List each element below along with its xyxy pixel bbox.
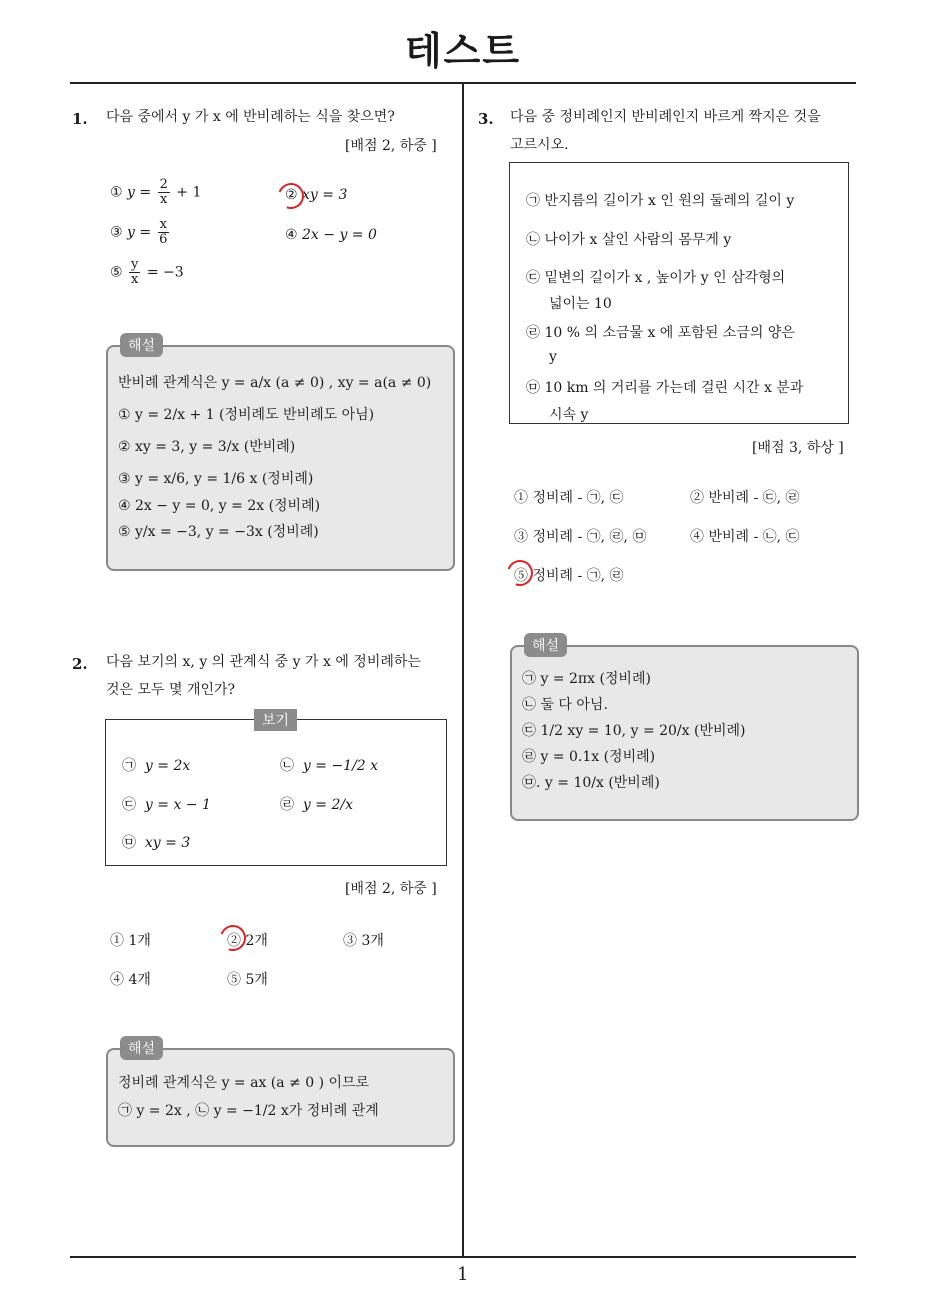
option-5[interactable]: [110, 258, 184, 287]
option-suffix: + 1: [176, 184, 202, 201]
item-mark: ㉢: [122, 797, 136, 813]
numerator: x: [159, 217, 167, 232]
solution-line: ② xy = 3, y = 3/x (반비례): [118, 439, 296, 455]
option-1[interactable]: ① 정비례 - ㉠, ㉢: [514, 490, 624, 506]
option-2[interactable]: ② 2개: [227, 933, 268, 949]
option-1[interactable]: ① 1개: [110, 933, 151, 949]
page-title: 테스트: [404, 29, 522, 73]
solution-line: ㉠ y = 2πx (정비례): [522, 671, 651, 687]
statement-item: ㉣ 10 % 의 소금물 x 에 포함된 소금의 양은: [526, 325, 795, 341]
solution-line: 반비례 관계식은 y = a/x (a ≠ 0) , xy = a(a ≠ 0): [118, 375, 432, 391]
example-item: [280, 794, 353, 814]
question-number: 3.: [478, 110, 494, 128]
solution-line: ㉠ y = 2x , ㉡ y = −1/2 x가 정비례 관계: [118, 1103, 379, 1119]
option-mark: ①: [110, 184, 123, 201]
option-4[interactable]: ④ 4개: [110, 972, 151, 988]
item-expression: y = 2x: [144, 758, 191, 774]
solution-line: ③ y = x/6, y = 1/6 x (정비례): [118, 471, 314, 487]
question-text-line2: 고르시오.: [510, 137, 569, 153]
question-number: 1.: [72, 110, 88, 128]
solution-line: ㉡ 둘 다 아님.: [522, 697, 608, 713]
selected-answer-mark: [216, 921, 251, 956]
question-text-line1: 다음 보기의 x, y 의 관계식 중 y 가 x 에 정비례하는: [106, 654, 421, 670]
denominator: 6: [159, 232, 168, 247]
option-expression: xy = 3: [302, 187, 348, 203]
solution-line: ⑤ y/x = −3, y = −3x (정비례): [118, 524, 319, 540]
item-mark: ㉠: [122, 758, 136, 774]
denominator: x: [131, 272, 139, 287]
solution-line: ① y = 2/x + 1 (정비례도 반비례도 아님): [118, 407, 375, 423]
option-3[interactable]: ③ 3개: [343, 933, 384, 949]
fraction: [158, 178, 170, 207]
solution-tag: 해설: [120, 1036, 163, 1060]
option-mark: ②: [285, 187, 298, 203]
option-4[interactable]: ④ 반비례 - ㉡, ㉢: [690, 529, 800, 545]
option-3[interactable]: [110, 218, 171, 247]
statement-item: ㉠ 반지름의 길이가 x 인 원의 둘레의 길이 y: [526, 193, 795, 209]
column-divider: [462, 84, 464, 1256]
example-item: [122, 755, 190, 775]
option-1[interactable]: [110, 178, 201, 207]
statement-item-cont: 시속 y: [549, 407, 589, 423]
solution-line: ㉢ 1/2 xy = 10, y = 20/x (반비례): [522, 723, 746, 739]
item-mark: ㉣: [280, 797, 294, 813]
statement-item: ㉡ 나이가 x 살인 사람의 몸무게 y: [526, 232, 732, 248]
example-item: [122, 794, 211, 814]
question-text-line1: 다음 중 정비례인지 반비례인지 바르게 짝지은 것을: [510, 109, 821, 125]
footer-rule: [70, 1256, 856, 1258]
numerator: 2: [159, 177, 168, 192]
solution-tag: 해설: [120, 333, 163, 357]
solution-tag: 해설: [524, 633, 567, 657]
option-mark: ⑤: [110, 264, 123, 281]
question-text-line2: 것은 모두 몇 개인가?: [106, 682, 236, 698]
option-expression: 2x − y = 0: [302, 227, 377, 243]
example-box-tag: 보기: [254, 709, 297, 731]
statement-item-cont: 넓이는 10: [549, 296, 612, 312]
fraction: [158, 218, 169, 247]
statement-item: ㉤ 10 km 의 거리를 가는데 걸린 시간 x 분과: [526, 380, 804, 396]
statement-item-cont: y: [549, 349, 557, 365]
item-expression: xy = 3: [144, 835, 191, 851]
option-mark: ③: [110, 224, 123, 241]
solution-line: 정비례 관계식은 y = ax (a ≠ 0 ) 이므로: [118, 1075, 370, 1091]
solution-line: ㉤. y = 10/x (반비례): [522, 775, 660, 791]
solution-line: ④ 2x − y = 0, y = 2x (정비례): [118, 498, 321, 514]
option-prefix: y =: [127, 224, 152, 241]
fraction: [129, 258, 140, 287]
item-expression: y = −1/2 x: [302, 758, 379, 774]
example-item: [280, 755, 378, 775]
option-5[interactable]: ⑤ 5개: [227, 972, 268, 988]
score-label: [배점 2, 하중 ]: [345, 881, 437, 897]
score-label: [배점 2, 하중 ]: [345, 138, 437, 154]
page-number: 1: [457, 1264, 469, 1285]
item-mark: ㉡: [280, 758, 294, 774]
denominator: x: [160, 192, 168, 207]
selected-answer-mark: [503, 556, 538, 591]
item-mark: ㉤: [122, 835, 136, 851]
item-expression: y = 2/x: [302, 797, 353, 813]
option-4[interactable]: [285, 227, 377, 243]
option-suffix: = −3: [146, 264, 184, 281]
solution-line: ㉣ y = 0.1x (정비례): [522, 749, 656, 765]
option-2[interactable]: ② 반비례 - ㉢, ㉣: [690, 490, 800, 506]
score-label: [배점 3, 하상 ]: [752, 440, 844, 456]
option-prefix: y =: [127, 184, 152, 201]
solution-box: [106, 1048, 455, 1147]
statement-item: ㉢ 밑변의 길이가 x , 높이가 y 인 삼각형의: [526, 270, 786, 286]
question-number: 2.: [72, 655, 88, 673]
option-3[interactable]: ③ 정비례 - ㉠, ㉣, ㉤: [514, 529, 647, 545]
option-5[interactable]: ⑤ 정비례 - ㉠, ㉣: [514, 568, 624, 584]
selected-answer-mark: [274, 179, 309, 214]
item-expression: y = x − 1: [144, 797, 211, 813]
question-text: 다음 중에서 y 가 x 에 반비례하는 식을 찾으면?: [106, 109, 395, 125]
numerator: y: [131, 257, 139, 272]
example-item: [122, 832, 190, 852]
option-mark: ④: [285, 227, 298, 243]
